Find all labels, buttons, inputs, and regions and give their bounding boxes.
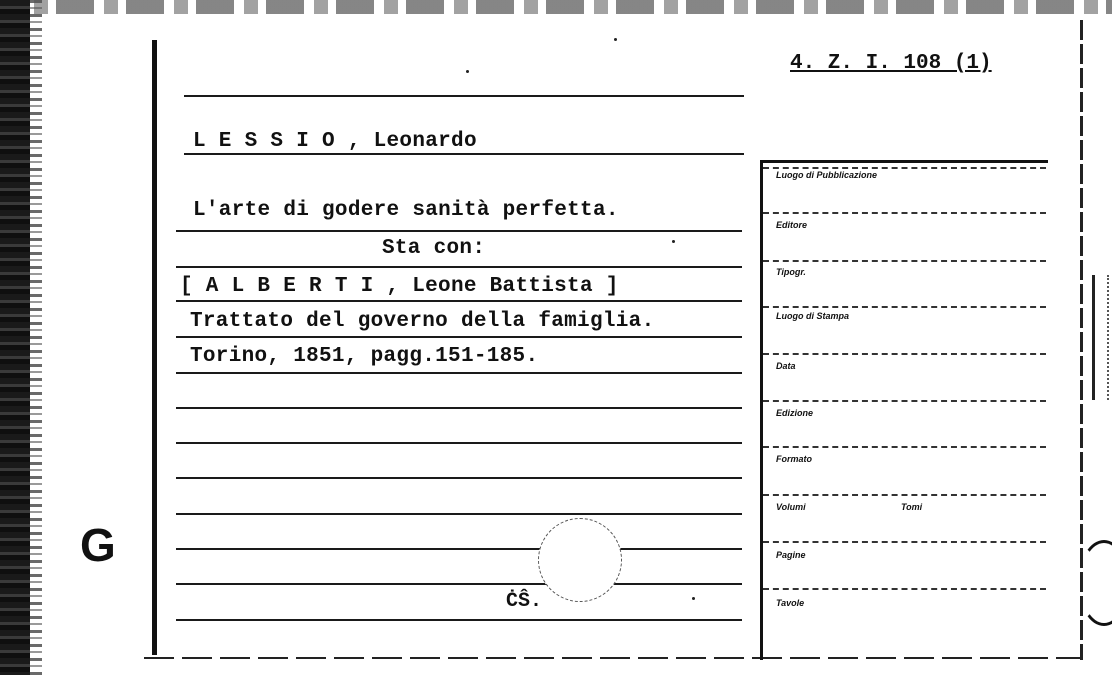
speck bbox=[692, 597, 695, 600]
scan-top-edge bbox=[34, 0, 1112, 14]
rule-line bbox=[176, 266, 742, 268]
form-field bbox=[763, 446, 1046, 464]
stamp-mark: ĊŜ. bbox=[506, 590, 543, 613]
rule-line bbox=[176, 442, 742, 444]
rule-line bbox=[176, 230, 742, 232]
title-line: L'arte di godere sanità perfetta. bbox=[193, 199, 619, 222]
form-field-label: Volumi bbox=[776, 502, 806, 512]
rule-line bbox=[184, 95, 744, 97]
form-field-label: Formato bbox=[776, 454, 812, 464]
related-title: Trattato del governo della famiglia. bbox=[190, 310, 655, 333]
imprint-line: Torino, 1851, pagg.151-185. bbox=[190, 345, 539, 368]
library-side-stamp bbox=[1092, 275, 1109, 400]
form-field-label: Pagine bbox=[776, 550, 806, 560]
punch-hole bbox=[538, 518, 622, 602]
form-field bbox=[763, 260, 1046, 277]
shelfmark: 4. Z. I. 108 (1) bbox=[790, 52, 992, 75]
bibliographic-form-top bbox=[760, 160, 1048, 163]
speck bbox=[672, 240, 675, 243]
form-field-label: Luogo di Pubblicazione bbox=[776, 170, 877, 180]
rule-line bbox=[184, 153, 744, 155]
rule-line bbox=[176, 372, 742, 374]
rule-line bbox=[176, 619, 742, 621]
bound-with-label: Sta con: bbox=[382, 237, 486, 260]
form-field bbox=[763, 353, 1046, 371]
card-hole-arc-top bbox=[1092, 70, 1112, 156]
form-field bbox=[763, 588, 1046, 608]
rule-line bbox=[176, 477, 742, 479]
rule-line bbox=[176, 407, 742, 409]
form-field bbox=[763, 541, 1046, 560]
rule-line bbox=[176, 583, 742, 585]
scan-left-edge-strip bbox=[30, 0, 42, 675]
speck bbox=[614, 38, 617, 41]
margin-rule bbox=[152, 40, 157, 655]
card-hole-arc-bottom bbox=[1078, 540, 1112, 626]
form-field bbox=[763, 400, 1046, 418]
form-field bbox=[763, 494, 1046, 512]
rule-line bbox=[176, 513, 742, 515]
speck bbox=[466, 70, 469, 73]
form-field-label: Tomi bbox=[901, 502, 923, 512]
form-field-label: Editore bbox=[776, 220, 808, 230]
scan-left-edge bbox=[0, 0, 34, 675]
author-heading: L E S S I O , Leonardo bbox=[193, 130, 477, 153]
form-field bbox=[763, 167, 1046, 180]
rule-line bbox=[176, 336, 742, 338]
related-author: [ A L B E R T I , Leone Battista ] bbox=[180, 275, 619, 298]
form-field-label: Tipogr. bbox=[776, 267, 806, 277]
form-field-label: Luogo di Stampa bbox=[776, 311, 849, 321]
form-field bbox=[763, 306, 1046, 321]
rule-line bbox=[176, 548, 742, 550]
form-field-label: Tavole bbox=[776, 598, 805, 608]
form-field bbox=[763, 212, 1046, 230]
form-field-label: Data bbox=[776, 361, 796, 371]
section-letter: G bbox=[80, 519, 116, 571]
rule-line bbox=[176, 300, 742, 302]
form-field-label: Edizione bbox=[776, 408, 814, 418]
